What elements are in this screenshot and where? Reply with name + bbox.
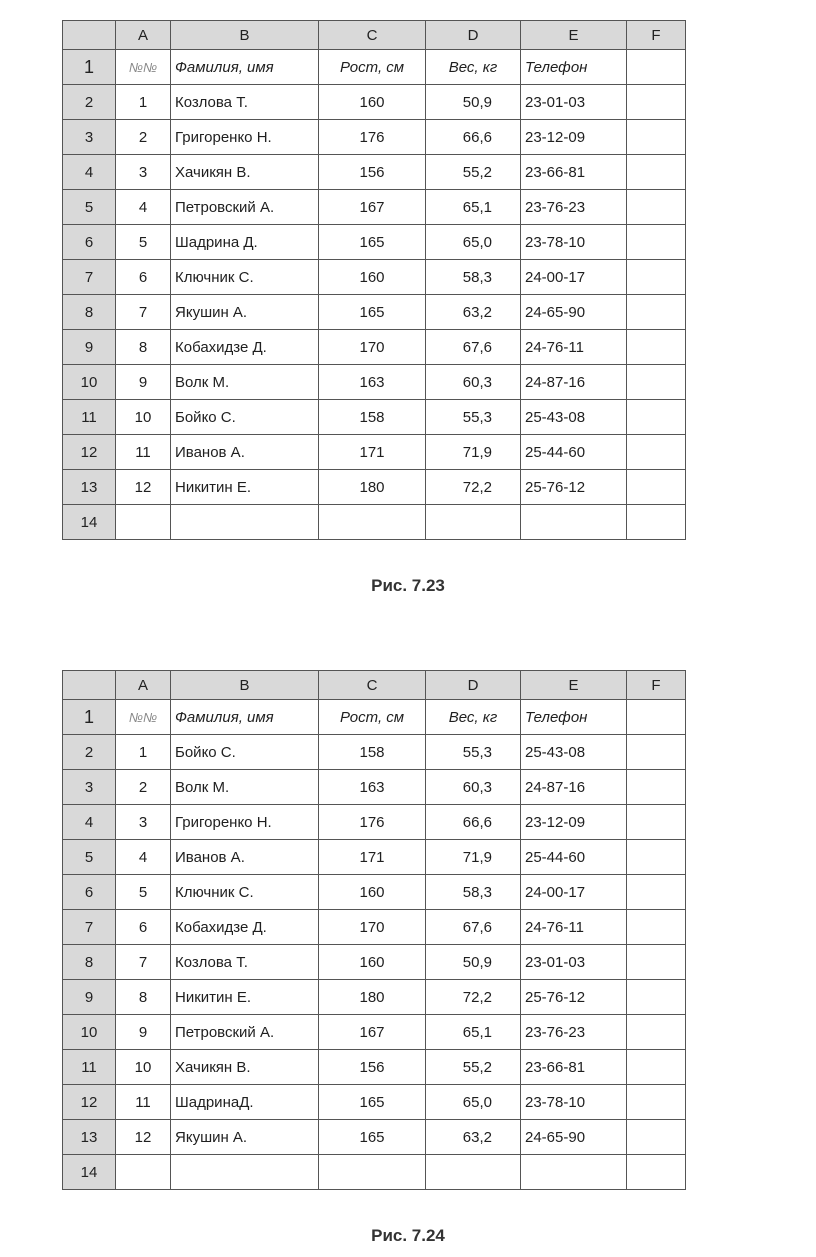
cell-phone[interactable]: 23-12-09 [521, 120, 627, 155]
cell-empty[interactable] [627, 805, 686, 840]
cell-phone[interactable]: 23-78-10 [521, 225, 627, 260]
cell-name[interactable]: Григоренко Н. [171, 805, 319, 840]
cell-height[interactable]: 167 [319, 1015, 426, 1050]
cell-num[interactable]: 5 [116, 225, 171, 260]
cell-phone[interactable]: 25-44-60 [521, 840, 627, 875]
cell-empty[interactable] [627, 190, 686, 225]
cell-name[interactable]: Никитин Е. [171, 980, 319, 1015]
figure-caption-2: Рис. 7.24 [371, 1226, 445, 1245]
cell-empty[interactable] [627, 1085, 686, 1120]
cell-weight-header[interactable]: Вес, кг [426, 700, 521, 735]
table-row [63, 875, 686, 910]
cell-phone[interactable]: 23-76-23 [521, 190, 627, 225]
cell-name[interactable]: ШадринаД. [171, 1085, 319, 1120]
row-header[interactable]: 12 [63, 435, 116, 470]
cell-empty[interactable] [627, 330, 686, 365]
table-row [63, 155, 686, 190]
cell-empty[interactable] [426, 505, 521, 540]
cell-empty[interactable] [627, 980, 686, 1015]
cell-phone[interactable]: 23-78-10 [521, 1085, 627, 1120]
cell-name[interactable]: Ключник С. [171, 875, 319, 910]
table-row [63, 85, 686, 120]
row-header[interactable]: 6 [63, 225, 116, 260]
cell-height[interactable]: 170 [319, 910, 426, 945]
row-header[interactable]: 8 [63, 945, 116, 980]
cell-num[interactable]: 8 [116, 980, 171, 1015]
cell-weight[interactable]: 71,9 [426, 840, 521, 875]
cell-name[interactable]: Хачикян В. [171, 1050, 319, 1085]
cell-weight[interactable]: 63,2 [426, 1120, 521, 1155]
row-header[interactable]: 10 [63, 365, 116, 400]
cell-phone[interactable]: 25-43-08 [521, 400, 627, 435]
row-header[interactable]: 11 [63, 400, 116, 435]
cell-empty[interactable] [627, 1155, 686, 1190]
cell-weight-header[interactable]: Вес, кг [426, 50, 521, 85]
cell-name-header[interactable]: Фамилия, имя [171, 50, 319, 85]
cell-name[interactable]: Волк М. [171, 365, 319, 400]
table-row [63, 980, 686, 1015]
table-row [63, 435, 686, 470]
cell-height[interactable]: 171 [319, 435, 426, 470]
cell-empty[interactable] [426, 1155, 521, 1190]
cell-height[interactable]: 160 [319, 875, 426, 910]
cell-phone[interactable]: 24-00-17 [521, 260, 627, 295]
row-header[interactable]: 9 [63, 330, 116, 365]
cell-weight[interactable]: 65,0 [426, 225, 521, 260]
cell-empty[interactable] [521, 1155, 627, 1190]
cell-height[interactable]: 163 [319, 365, 426, 400]
column-header-b[interactable]: B [171, 21, 319, 50]
row-header[interactable]: 9 [63, 980, 116, 1015]
table-row [63, 120, 686, 155]
column-header-f[interactable]: F [627, 21, 686, 50]
column-header-row [63, 21, 686, 50]
table-row [63, 735, 686, 770]
column-header-b[interactable]: B [171, 671, 319, 700]
cell-empty[interactable] [627, 770, 686, 805]
table-row [63, 945, 686, 980]
cell-name[interactable]: Кобахидзе Д. [171, 330, 319, 365]
cell-phone[interactable]: 23-01-03 [521, 945, 627, 980]
cell-height[interactable]: 176 [319, 805, 426, 840]
row-header[interactable]: 6 [63, 875, 116, 910]
table-row [63, 1015, 686, 1050]
cell-weight[interactable]: 72,2 [426, 470, 521, 505]
cell-num[interactable]: 10 [116, 1050, 171, 1085]
cell-num[interactable]: 2 [116, 120, 171, 155]
cell-name[interactable]: Петровский А. [171, 1015, 319, 1050]
column-header-c[interactable]: C [319, 671, 426, 700]
column-header-f[interactable]: F [627, 671, 686, 700]
table-row [63, 365, 686, 400]
row-header[interactable]: 13 [63, 1120, 116, 1155]
cell-num[interactable]: 6 [116, 910, 171, 945]
cell-height[interactable]: 160 [319, 260, 426, 295]
cell-num[interactable]: 1 [116, 85, 171, 120]
cell-empty[interactable] [171, 505, 319, 540]
cell-weight[interactable]: 50,9 [426, 85, 521, 120]
cell-phone[interactable]: 23-66-81 [521, 1050, 627, 1085]
row-header[interactable]: 3 [63, 120, 116, 155]
table-row [63, 260, 686, 295]
table-row [63, 1085, 686, 1120]
cell-num-header[interactable]: №№ [116, 50, 171, 85]
row-header[interactable]: 4 [63, 155, 116, 190]
cell-phone[interactable]: 24-65-90 [521, 295, 627, 330]
cell-num[interactable]: 9 [116, 1015, 171, 1050]
cell-height[interactable]: 171 [319, 840, 426, 875]
cell-phone[interactable]: 23-01-03 [521, 85, 627, 120]
cell-phone[interactable]: 24-87-16 [521, 770, 627, 805]
cell-height[interactable]: 160 [319, 85, 426, 120]
cell-weight[interactable]: 66,6 [426, 120, 521, 155]
cell-num[interactable]: 10 [116, 400, 171, 435]
cell-num[interactable]: 3 [116, 155, 171, 190]
cell-phone[interactable]: 24-76-11 [521, 330, 627, 365]
row-header[interactable]: 8 [63, 295, 116, 330]
cell-height[interactable]: 165 [319, 1085, 426, 1120]
cell-num[interactable]: 1 [116, 735, 171, 770]
corner-cell[interactable] [63, 21, 116, 50]
cell-weight[interactable]: 63,2 [426, 295, 521, 330]
row-header[interactable]: 12 [63, 1085, 116, 1120]
table-row [63, 1120, 686, 1155]
cell-empty[interactable] [627, 1050, 686, 1085]
cell-phone[interactable]: 24-00-17 [521, 875, 627, 910]
cell-empty[interactable] [627, 875, 686, 910]
corner-cell[interactable] [63, 671, 116, 700]
cell-name[interactable]: Петровский А. [171, 190, 319, 225]
cell-height[interactable]: 156 [319, 155, 426, 190]
row-header[interactable]: 11 [63, 1050, 116, 1085]
cell-empty[interactable] [319, 1155, 426, 1190]
cell-num[interactable]: 3 [116, 805, 171, 840]
table-row [63, 330, 686, 365]
cell-empty[interactable] [627, 400, 686, 435]
table-row [63, 910, 686, 945]
cell-name[interactable]: Иванов А. [171, 840, 319, 875]
cell-phone[interactable]: 24-76-11 [521, 910, 627, 945]
cell-num[interactable]: 12 [116, 1120, 171, 1155]
cell-empty[interactable] [627, 1015, 686, 1050]
spreadsheet-table-1 [62, 20, 686, 540]
cell-name[interactable]: Козлова Т. [171, 85, 319, 120]
row-header[interactable]: 3 [63, 770, 116, 805]
cell-empty[interactable] [627, 260, 686, 295]
cell-phone-header[interactable]: Телефон [521, 50, 627, 85]
table-row [63, 400, 686, 435]
table-row [63, 295, 686, 330]
cell-height[interactable]: 165 [319, 1120, 426, 1155]
cell-num[interactable]: 4 [116, 190, 171, 225]
cell-empty[interactable] [627, 120, 686, 155]
cell-phone[interactable]: 25-76-12 [521, 470, 627, 505]
cell-num[interactable]: 9 [116, 365, 171, 400]
cell-phone[interactable]: 25-76-12 [521, 980, 627, 1015]
cell-height-header[interactable]: Рост, см [319, 700, 426, 735]
cell-empty[interactable] [116, 505, 171, 540]
cell-phone-header[interactable]: Телефон [521, 700, 627, 735]
cell-height[interactable]: 176 [319, 120, 426, 155]
cell-num[interactable]: 7 [116, 945, 171, 980]
cell-empty[interactable] [627, 1120, 686, 1155]
cell-height[interactable]: 180 [319, 470, 426, 505]
column-header-d[interactable]: D [426, 671, 521, 700]
cell-weight[interactable]: 60,3 [426, 365, 521, 400]
table-row [63, 505, 686, 540]
table-row [63, 1155, 686, 1190]
cell-weight[interactable]: 60,3 [426, 770, 521, 805]
cell-weight[interactable]: 58,3 [426, 875, 521, 910]
row-header[interactable]: 14 [63, 505, 116, 540]
column-header-a[interactable]: A [116, 21, 171, 50]
cell-weight[interactable]: 67,6 [426, 910, 521, 945]
cell-phone[interactable]: 24-87-16 [521, 365, 627, 400]
cell-empty[interactable] [521, 505, 627, 540]
cell-height[interactable]: 170 [319, 330, 426, 365]
cell-empty[interactable] [627, 295, 686, 330]
column-header-d[interactable]: D [426, 21, 521, 50]
cell-weight[interactable]: 67,6 [426, 330, 521, 365]
cell-name[interactable]: Никитин Е. [171, 470, 319, 505]
cell-phone[interactable]: 23-66-81 [521, 155, 627, 190]
cell-empty[interactable] [627, 435, 686, 470]
cell-empty[interactable] [627, 365, 686, 400]
cell-name[interactable]: Козлова Т. [171, 945, 319, 980]
cell-name[interactable]: Ключник С. [171, 260, 319, 295]
cell-name[interactable]: Якушин А. [171, 1120, 319, 1155]
cell-empty[interactable] [627, 840, 686, 875]
cell-height[interactable]: 160 [319, 945, 426, 980]
cell-height[interactable]: 158 [319, 735, 426, 770]
cell-weight[interactable]: 72,2 [426, 980, 521, 1015]
cell-name[interactable]: Иванов А. [171, 435, 319, 470]
cell-height[interactable]: 165 [319, 295, 426, 330]
column-header-row [63, 671, 686, 700]
cell-empty[interactable] [627, 85, 686, 120]
cell-empty[interactable] [116, 1155, 171, 1190]
cell-empty[interactable] [627, 470, 686, 505]
column-header-e[interactable]: E [521, 671, 627, 700]
cell-empty[interactable] [627, 155, 686, 190]
cell-num[interactable]: 11 [116, 435, 171, 470]
cell-num[interactable]: 4 [116, 840, 171, 875]
cell-num[interactable]: 2 [116, 770, 171, 805]
cell-name[interactable]: Якушин А. [171, 295, 319, 330]
cell-height[interactable]: 158 [319, 400, 426, 435]
cell-weight[interactable]: 65,1 [426, 190, 521, 225]
row-header[interactable]: 13 [63, 470, 116, 505]
cell-num[interactable]: 8 [116, 330, 171, 365]
table-row [63, 840, 686, 875]
cell-weight[interactable]: 55,2 [426, 1050, 521, 1085]
row-header[interactable]: 7 [63, 910, 116, 945]
cell-weight[interactable]: 66,6 [426, 805, 521, 840]
cell-weight[interactable]: 58,3 [426, 260, 521, 295]
cell-weight[interactable]: 71,9 [426, 435, 521, 470]
cell-num-header[interactable]: №№ [116, 700, 171, 735]
cell-name-header[interactable]: Фамилия, имя [171, 700, 319, 735]
cell-weight[interactable]: 65,0 [426, 1085, 521, 1120]
cell-name[interactable]: Шадрина Д. [171, 225, 319, 260]
table-row [63, 770, 686, 805]
table-row [63, 805, 686, 840]
cell-name[interactable]: Волк М. [171, 770, 319, 805]
row-header[interactable]: 5 [63, 840, 116, 875]
cell-phone[interactable]: 25-43-08 [521, 735, 627, 770]
cell-empty[interactable] [627, 735, 686, 770]
cell-empty[interactable] [627, 505, 686, 540]
cell-name[interactable]: Бойко С. [171, 400, 319, 435]
cell-phone[interactable]: 25-44-60 [521, 435, 627, 470]
cell-empty[interactable] [627, 910, 686, 945]
row-header[interactable]: 14 [63, 1155, 116, 1190]
cell-empty[interactable] [319, 505, 426, 540]
cell-height[interactable]: 167 [319, 190, 426, 225]
row-header[interactable]: 7 [63, 260, 116, 295]
cell-name[interactable]: Григоренко Н. [171, 120, 319, 155]
cell-empty[interactable] [171, 1155, 319, 1190]
row-header[interactable]: 2 [63, 85, 116, 120]
table-row [63, 470, 686, 505]
row-header[interactable]: 4 [63, 805, 116, 840]
cell-name[interactable]: Кобахидзе Д. [171, 910, 319, 945]
table-row [63, 1050, 686, 1085]
cell-weight[interactable]: 55,3 [426, 400, 521, 435]
cell-height[interactable]: 156 [319, 1050, 426, 1085]
row-header[interactable]: 5 [63, 190, 116, 225]
cell-phone[interactable]: 23-76-23 [521, 1015, 627, 1050]
cell-phone[interactable]: 23-12-09 [521, 805, 627, 840]
cell-phone[interactable]: 24-65-90 [521, 1120, 627, 1155]
cell-num[interactable]: 5 [116, 875, 171, 910]
cell-empty[interactable] [627, 945, 686, 980]
cell-num[interactable]: 7 [116, 295, 171, 330]
cell-empty[interactable] [627, 50, 686, 85]
header-data-row [63, 700, 686, 735]
cell-num[interactable]: 6 [116, 260, 171, 295]
header-data-row [63, 50, 686, 85]
cell-weight[interactable]: 55,2 [426, 155, 521, 190]
cell-num[interactable]: 12 [116, 470, 171, 505]
cell-height-header[interactable]: Рост, см [319, 50, 426, 85]
cell-weight[interactable]: 65,1 [426, 1015, 521, 1050]
column-header-c[interactable]: C [319, 21, 426, 50]
cell-num[interactable]: 11 [116, 1085, 171, 1120]
row-header[interactable]: 1 [63, 50, 116, 85]
spreadsheet-table-2 [62, 670, 686, 1190]
cell-weight[interactable]: 55,3 [426, 735, 521, 770]
cell-empty[interactable] [627, 700, 686, 735]
column-header-a[interactable]: A [116, 671, 171, 700]
cell-height[interactable]: 180 [319, 980, 426, 1015]
table-row [63, 190, 686, 225]
figure-caption-1: Рис. 7.23 [371, 576, 445, 595]
row-header[interactable]: 2 [63, 735, 116, 770]
table-row [63, 225, 686, 260]
cell-empty[interactable] [627, 225, 686, 260]
cell-weight[interactable]: 50,9 [426, 945, 521, 980]
cell-height[interactable]: 165 [319, 225, 426, 260]
cell-height[interactable]: 163 [319, 770, 426, 805]
column-header-e[interactable]: E [521, 21, 627, 50]
row-header[interactable]: 1 [63, 700, 116, 735]
cell-name[interactable]: Бойко С. [171, 735, 319, 770]
row-header[interactable]: 10 [63, 1015, 116, 1050]
cell-name[interactable]: Хачикян В. [171, 155, 319, 190]
